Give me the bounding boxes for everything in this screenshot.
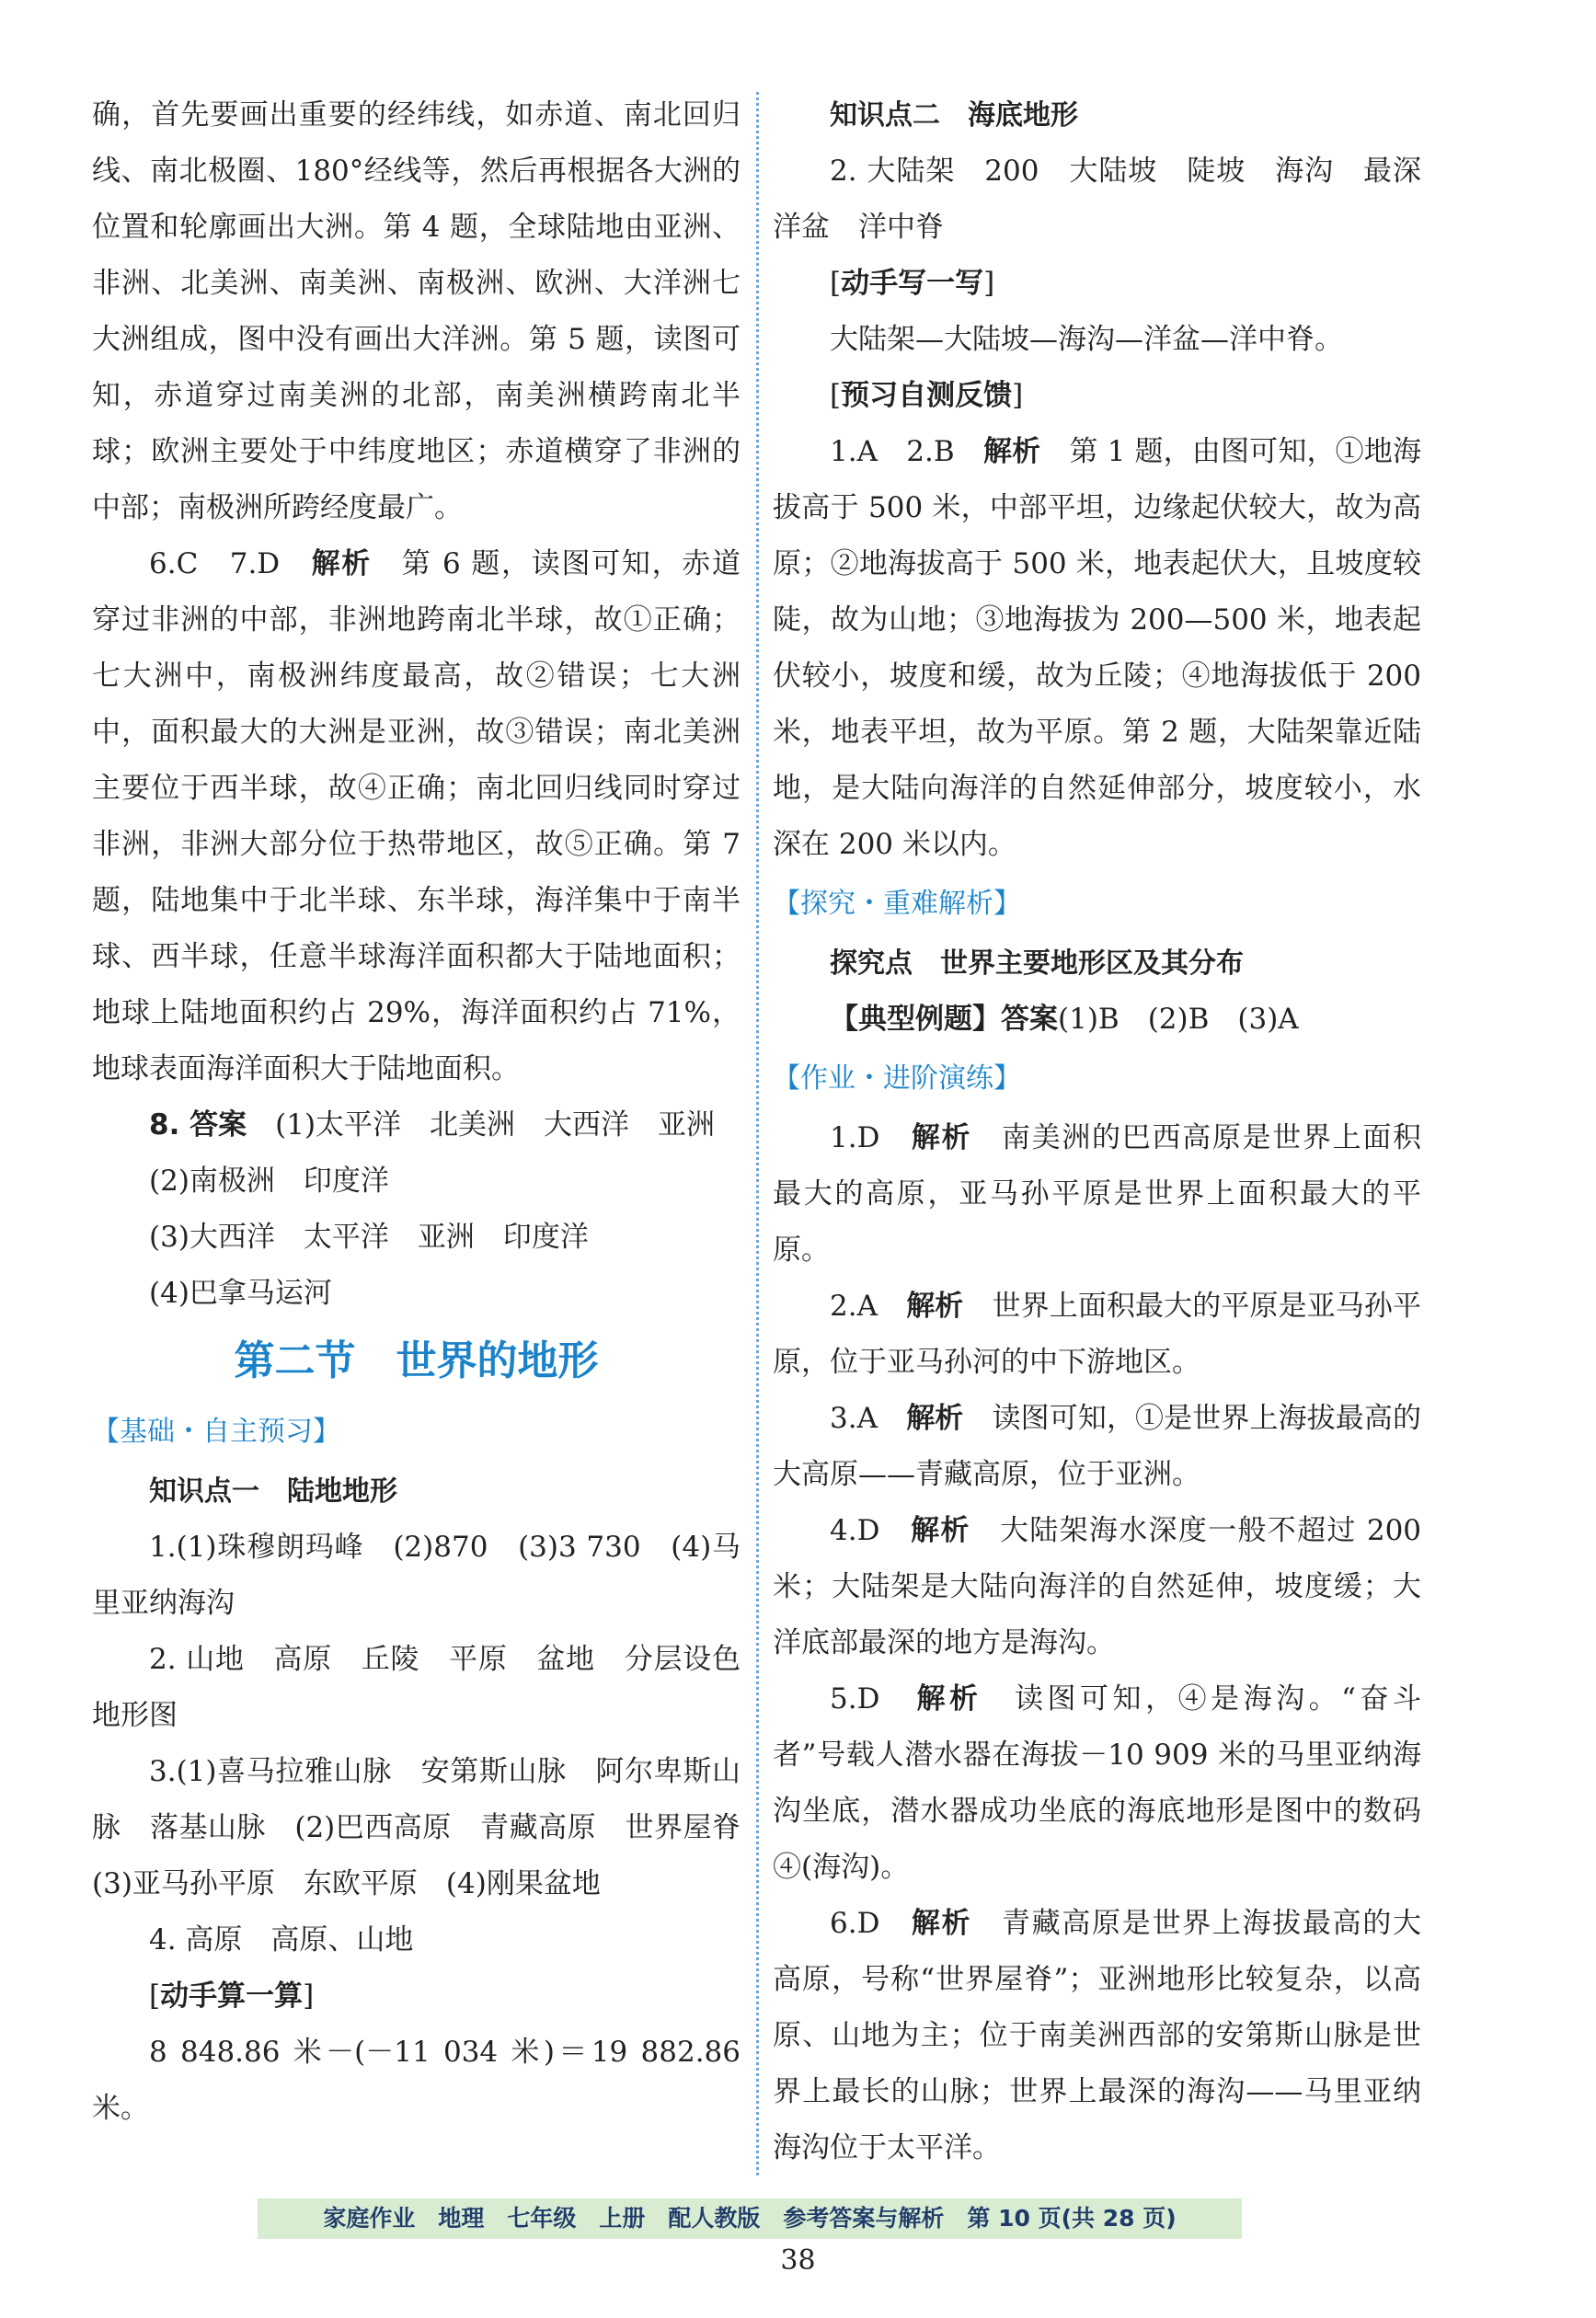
example-text: (1)B (2)B (3)A (1058, 1003, 1299, 1036)
analysis-text: 南美洲的巴西高原是世界上面积最大的高原，亚马孙平原是世界上面积最大的平原。 (773, 1121, 1422, 1267)
column-divider (756, 92, 759, 2175)
answer-8-4: (4)巴拿马运河 (149, 1277, 332, 1310)
analysis-text: 世界上面积最大的平原是亚马孙平原，位于亚马孙河的中下游地区。 (773, 1290, 1422, 1379)
analysis-label: 解析 (911, 1514, 970, 1547)
answer-label: 6.D (830, 1907, 880, 1940)
analysis-label: 解析 (983, 435, 1041, 468)
example-answer (773, 992, 1421, 1048)
knowledge-point-2: 知识点二 海底地形 (830, 99, 1078, 132)
feedback-answer (773, 424, 1421, 873)
answer-8-2: (2)南极洲 印度洋 (149, 1165, 389, 1198)
answer-continuation: 确，首先要画出重要的经纬线，如赤道、南北回归线、南北极圈、180°经线等，然后再根据各大洲的位置和轮廓画出大洲。第 4 题，全球陆地由亚洲、非洲、北美洲、南美洲、南极洲、欧洲、大洋洲七大洲组成，图中没有画出大洋洲。第 5 题，读图可知，赤道穿过南美洲的北部，南美洲横跨南北半球；欧洲主要处于中纬度地区；赤道横穿了非洲的中部；南极洲所跨经度最广。 (92, 98, 741, 524)
analysis-label: 解析 (311, 547, 373, 580)
answer-8-3: (3)大西洋 太平洋 亚洲 印度洋 (149, 1221, 589, 1254)
analysis-label: 解析 (911, 1907, 972, 1940)
write-title: 动手写一写 (841, 267, 984, 300)
homework-6 (773, 1896, 1421, 2176)
write-heading: [动手写一写] (830, 267, 995, 300)
answer-label: 2.A (830, 1290, 878, 1323)
answer-label: 4.D (830, 1514, 880, 1547)
answer-6-7 (92, 536, 741, 1097)
analysis-label: 解析 (911, 1121, 972, 1154)
analysis-text: 青藏高原是世界上海拔最高的大高原，号称“世界屋脊”；亚洲地形比较复杂，以高原、山地为主；位于南美洲西部的安第斯山脉是世界上最长的山脉；世界上最深的海沟——马里亚纳海沟位于太平洋。 (773, 1907, 1422, 2164)
page-number: 38 (780, 2244, 816, 2277)
example-label: 【典型例题】答案 (830, 1003, 1058, 1036)
homework-2 (773, 1279, 1421, 1391)
answer-kp1-4: 4. 高原 高原、山地 (149, 1923, 414, 1957)
calc-heading: [动手算一算] (149, 1979, 315, 2013)
analysis-text: 第 6 题，读图可知，赤道穿过非洲的中部，非洲地跨南北半球，故①正确；七大洲中，南极洲纬度最高，故②错误；七大洲中，面积最大的大洲是亚洲，故③错误；南北美洲主要位于西半球，故④正确；南北回归线同时穿过非洲，非洲大部分位于热带地区，故⑤正确。第 7 题，陆地集中于北半球、东半球，海洋集中于南半球、西半球，任意半球海洋面积都大于陆地面积；地球上陆地面积约占 29%，海洋面积约占 71%，地球表面海洋面积大于陆地面积。 (92, 547, 741, 1085)
answer-kp2-2: 2. 大陆架 200 大陆坡 陡坡 海沟 最深 洋盆 洋中脊 (773, 155, 1450, 244)
answer-label: 8. 答案 (149, 1108, 247, 1142)
answer-label: 6.C 7.D (149, 547, 281, 580)
analysis-label: 解析 (906, 1290, 964, 1323)
answer-kp1-1: 1.(1)珠穆朗玛峰 (2)870 (3)3 730 (4)马里亚纳海沟 (92, 1531, 741, 1620)
homework-4 (773, 1503, 1421, 1671)
answer-label: 3.A (830, 1402, 878, 1435)
chapter-title: 第二节 世界的地形 (234, 1337, 599, 1384)
write-text: 大陆架—大陆坡—海沟—洋盆—洋中脊。 (830, 323, 1343, 356)
section-heading-basic: 【基础・自主预习】 (92, 1416, 340, 1448)
calc-title: 动手算一算 (160, 1979, 304, 2013)
analysis-text: 读图可知，④是海沟。“奋斗者”号载人潜水器在海拔－10 909 米的马里亚纳海沟坐底，潜水器成功坐底的海底地形是图中的数码④(海沟)。 (773, 1682, 1422, 1884)
calc-text: 8 848.86 米－(－11 034 米)＝19 882.86 米。 (92, 2036, 741, 2125)
homework-1 (773, 1110, 1421, 1279)
answer-label: 1.D (830, 1121, 880, 1154)
knowledge-point-1: 知识点一 陆地地形 (149, 1475, 397, 1508)
answer-label: 1.A 2.B (830, 435, 955, 468)
footer-bar: 家庭作业 地理 七年级 上册 配人教版 参考答案与解析 第 10 页(共 28 页) (258, 2198, 1242, 2239)
left-column (92, 87, 769, 2137)
answer-kp1-3: 3.(1)喜马拉雅山脉 安第斯山脉 阿尔卑斯山脉 落基山脉 (2)巴西高原 青藏高原 世界屋脊 (3)亚马孙平原 东欧平原 (4)刚果盆地 (92, 1755, 769, 1900)
section-heading-explore: 【探究・重难解析】 (773, 888, 1021, 920)
analysis-text: 读图可知，①是世界上海拔最高的大高原——青藏高原，位于亚洲。 (773, 1402, 1422, 1491)
answer-kp1-2: 2. 山地 高原 丘陵 平原 盆地 分层设色地形图 (92, 1643, 741, 1732)
analysis-label: 解析 (916, 1682, 982, 1716)
homework-5 (773, 1671, 1421, 1896)
analysis-text: 第 1 题，由图可知，①地海拔高于 500 米，中部平坦，边缘起伏较大，故为高原；②地海拔高于 500 米，地表起伏大，且坡度较陡，故为山地；③地海拔为 200—500 米，地表起伏较小，坡度和缓，故为丘陵；④地海拔低于 200 米，地表平坦，故为平原。第 2 题，大陆架靠近陆地，是大陆向海洋的自然延伸部分，坡度较小，水深在 200 米以内。 (773, 435, 1422, 861)
feedback-title: 预习自测反馈 (841, 379, 1013, 412)
answer-8 (92, 1097, 741, 1153)
answer-label: 5.D (830, 1682, 880, 1716)
right-column (773, 87, 1450, 2176)
homework-3 (773, 1391, 1421, 1503)
section-heading-homework: 【作业・进阶演练】 (773, 1062, 1021, 1095)
feedback-heading: [预习自测反馈] (830, 379, 1024, 412)
answer-text: (1)太平洋 北美洲 大西洋 亚洲 (275, 1108, 716, 1142)
explore-point: 探究点 世界主要地形区及其分布 (830, 947, 1244, 980)
analysis-text: 大陆架海水深度一般不超过 200 米；大陆架是大陆向海洋的自然延伸，坡度缓；大洋底部最深的地方是海沟。 (773, 1514, 1422, 1659)
analysis-label: 解析 (906, 1402, 964, 1435)
